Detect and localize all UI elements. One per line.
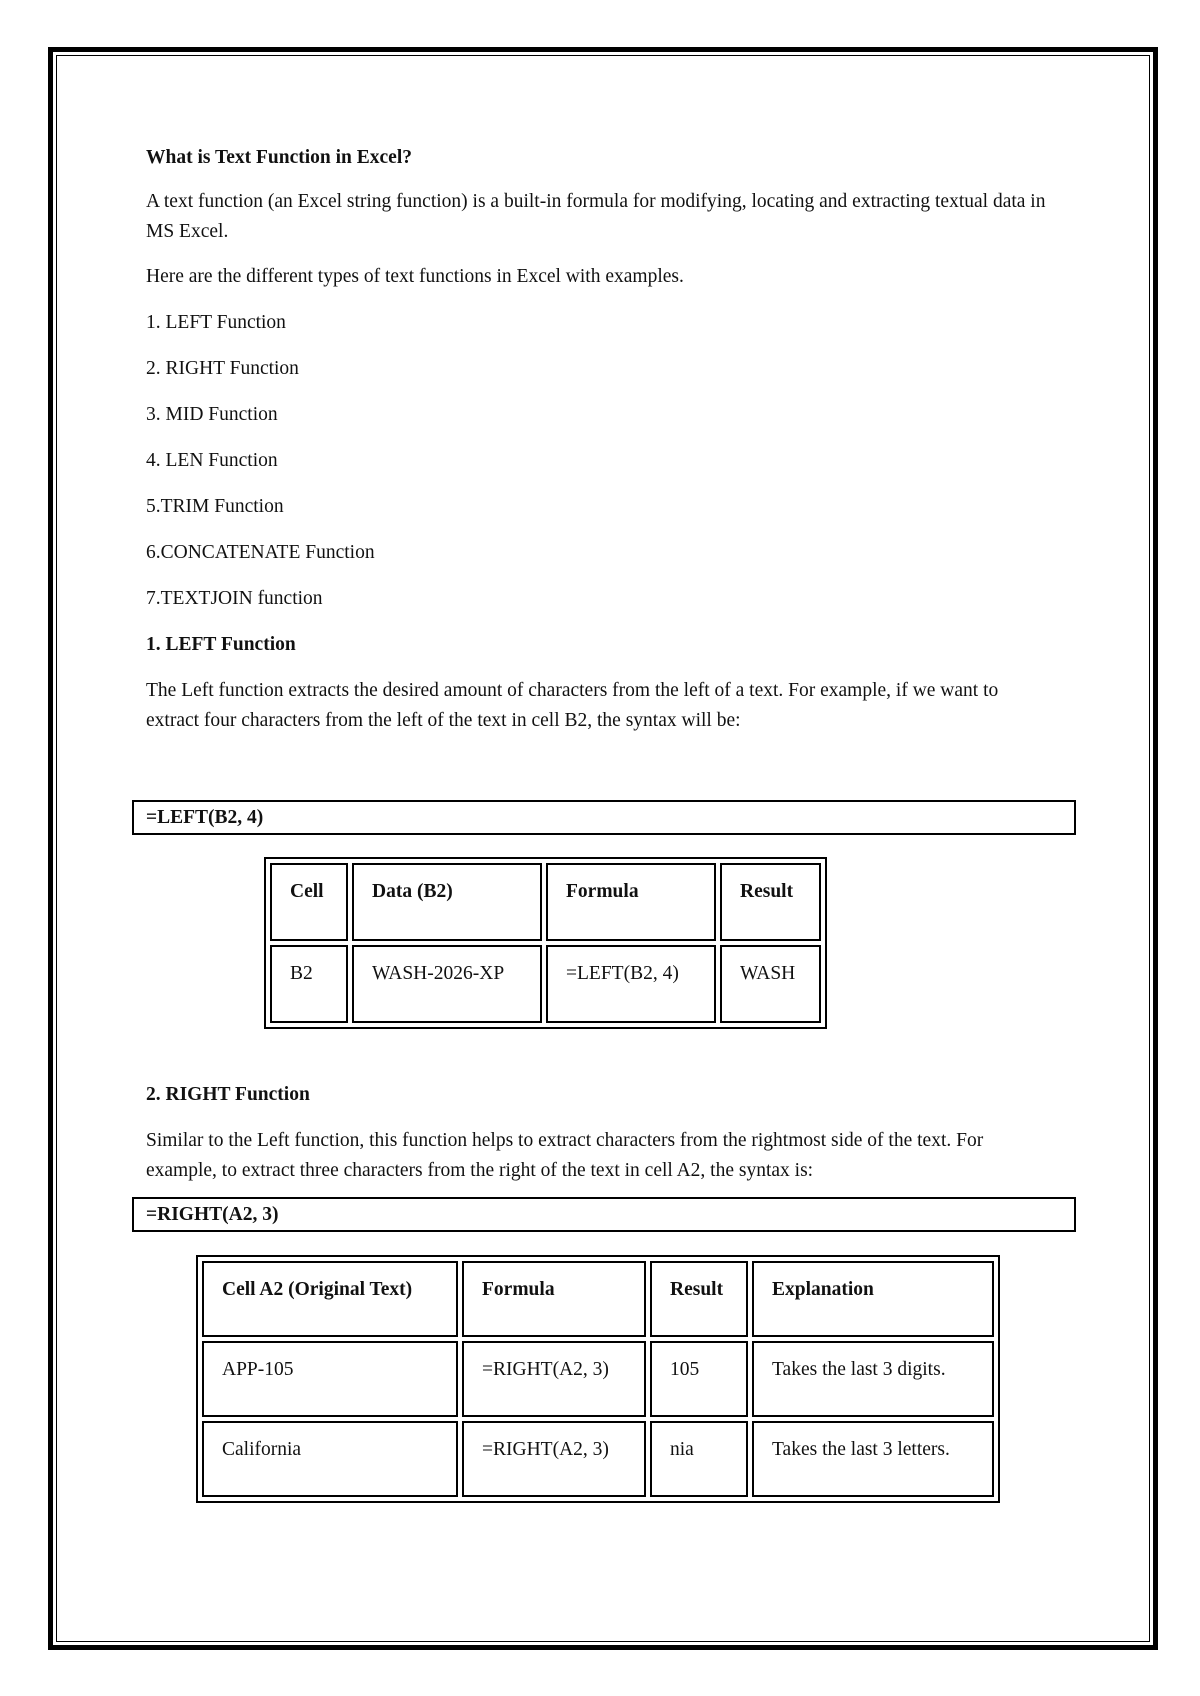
list-item: 4. LEN Function — [146, 450, 278, 471]
table-header-row — [202, 1261, 994, 1337]
right-formula-box: =RIGHT(A2, 3) — [132, 1197, 1076, 1232]
table-row — [270, 945, 821, 1023]
table-cell: nia — [650, 1421, 748, 1497]
right-example-table — [196, 1255, 1000, 1503]
table-cell: Takes the last 3 digits. — [752, 1341, 994, 1417]
table-cell: =RIGHT(A2, 3) — [462, 1421, 646, 1497]
table-cell: WASH-2026-XP — [352, 945, 542, 1023]
table-header-row — [270, 863, 821, 941]
left-example-table — [264, 857, 827, 1029]
table-cell: B2 — [270, 945, 348, 1023]
table-header-cell: Result — [650, 1261, 748, 1337]
table-cell: WASH — [720, 945, 821, 1023]
list-item: 1. LEFT Function — [146, 312, 286, 333]
intro-paragraph: A text function (an Excel string function) is a built-in formula for modifying, locating and extracting textual data in MS Excel. — [146, 191, 1046, 242]
left-formula-box: =LEFT(B2, 4) — [132, 800, 1076, 835]
list-item: 2. RIGHT Function — [146, 358, 299, 379]
table-row — [202, 1341, 994, 1417]
table-row — [202, 1421, 994, 1497]
right-section-description: Similar to the Left function, this function helps to extract characters from the rightmost side of the text. For example, to extract three characters from the right of the text in cell A2, the syntax is: — [146, 1130, 984, 1181]
list-item: 7.TEXTJOIN function — [146, 588, 323, 609]
table-cell: 105 — [650, 1341, 748, 1417]
table-header-cell: Result — [720, 863, 821, 941]
page-heading: What is Text Function in Excel? — [146, 147, 412, 168]
left-section-title: 1. LEFT Function — [146, 634, 296, 655]
table-cell: =RIGHT(A2, 3) — [462, 1341, 646, 1417]
list-item: 6.CONCATENATE Function — [146, 542, 375, 563]
table-header-cell: Formula — [546, 863, 716, 941]
table-header-cell: Cell — [270, 863, 348, 941]
table-cell: =LEFT(B2, 4) — [546, 945, 716, 1023]
table-header-cell: Explanation — [752, 1261, 994, 1337]
table-cell: California — [202, 1421, 458, 1497]
types-intro: Here are the different types of text functions in Excel with examples. — [146, 266, 684, 287]
table-header-cell: Cell A2 (Original Text) — [202, 1261, 458, 1337]
table-cell: Takes the last 3 letters. — [752, 1421, 994, 1497]
right-section-title: 2. RIGHT Function — [146, 1084, 310, 1105]
table-cell: APP-105 — [202, 1341, 458, 1417]
table-header-cell: Formula — [462, 1261, 646, 1337]
left-section-description: The Left function extracts the desired amount of characters from the left of a text. For example, if we want to extract four characters from the left of the text in cell B2, the syntax will be: — [146, 680, 999, 731]
table-header-cell: Data (B2) — [352, 863, 542, 941]
list-item: 3. MID Function — [146, 404, 278, 425]
list-item: 5.TRIM Function — [146, 496, 284, 517]
